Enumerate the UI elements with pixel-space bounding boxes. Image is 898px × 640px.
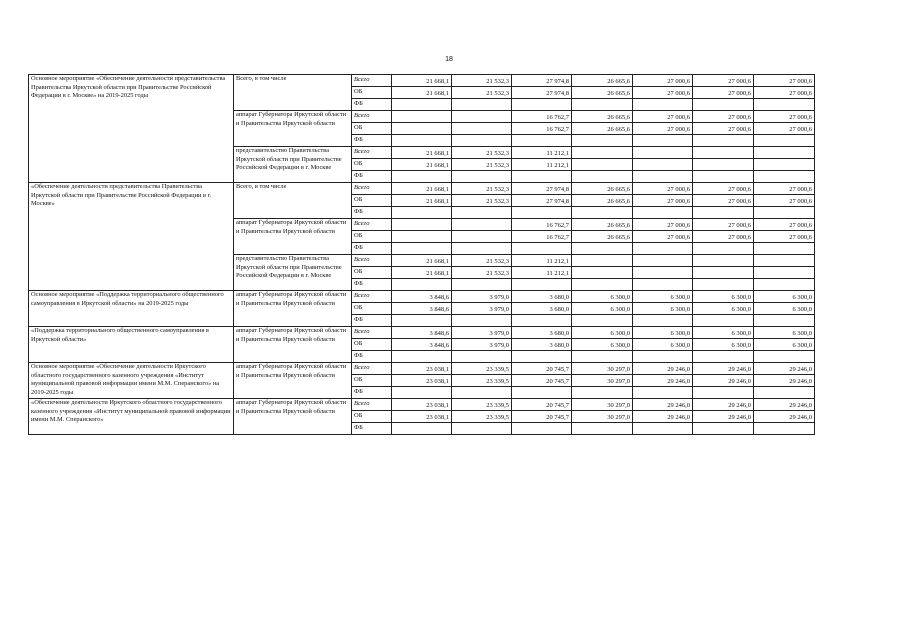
amount-cell <box>754 147 815 159</box>
amount-cell <box>633 135 693 147</box>
amount-cell: 21 668,1 <box>392 87 452 99</box>
amount-cell: 23 038,1 <box>392 375 452 387</box>
amount-cell <box>633 351 693 363</box>
amount-cell: 27 000,6 <box>633 111 693 123</box>
amount-cell: 29 246,0 <box>754 363 815 375</box>
amount-cell <box>512 351 572 363</box>
amount-cell: 6 300,0 <box>572 291 633 303</box>
amount-cell <box>754 315 815 327</box>
funding-source-cell: ОБ <box>352 339 392 351</box>
amount-cell: 3 848,6 <box>392 291 452 303</box>
amount-cell: 3 680,0 <box>512 339 572 351</box>
amount-cell: 6 300,0 <box>693 339 754 351</box>
amount-cell <box>572 243 633 255</box>
amount-cell: 20 745,7 <box>512 399 572 411</box>
measure-cell: «Обеспечение деятельности представительства Правительства Иркутской области при Правительстве Российской Федерации в г. Москве» <box>29 183 234 291</box>
measure-cell: Основное мероприятие «Поддержка территориального общественного самоуправления в Иркутской области» на 2019-2025 годы <box>29 291 234 327</box>
amount-cell: 21 532,3 <box>452 267 512 279</box>
amount-cell <box>572 351 633 363</box>
table-row <box>29 183 815 195</box>
amount-cell <box>572 423 633 435</box>
amount-cell: 3 848,6 <box>392 327 452 339</box>
amount-cell <box>512 99 572 111</box>
budget-table <box>28 74 815 435</box>
amount-cell <box>633 171 693 183</box>
executor-cell: аппарат Губернатора Иркутской области и Правительства Иркутской области <box>234 363 352 399</box>
amount-cell: 27 000,6 <box>754 231 815 243</box>
funding-source-cell: ОБ <box>352 195 392 207</box>
amount-cell <box>452 423 512 435</box>
executor-cell: аппарат Губернатора Иркутской области и Правительства Иркутской области <box>234 327 352 363</box>
amount-cell: 21 532,3 <box>452 195 512 207</box>
amount-cell <box>633 387 693 399</box>
amount-cell: 29 246,0 <box>693 375 754 387</box>
amount-cell: 3 680,0 <box>512 291 572 303</box>
executor-cell: аппарат Губернатора Иркутской области и Правительства Иркутской области <box>234 399 352 435</box>
amount-cell <box>452 123 512 135</box>
amount-cell <box>572 315 633 327</box>
amount-cell <box>572 279 633 291</box>
amount-cell: 26 665,6 <box>572 183 633 195</box>
amount-cell: 6 300,0 <box>633 339 693 351</box>
amount-cell: 23 339,5 <box>452 363 512 375</box>
amount-cell <box>392 231 452 243</box>
table-row <box>29 327 815 339</box>
amount-cell <box>512 243 572 255</box>
amount-cell <box>693 423 754 435</box>
amount-cell: 23 339,5 <box>452 411 512 423</box>
amount-cell <box>693 99 754 111</box>
amount-cell: 27 000,6 <box>754 195 815 207</box>
funding-source-cell: ФБ <box>352 279 392 291</box>
funding-source-cell: Всего <box>352 111 392 123</box>
amount-cell: 27 974,8 <box>512 87 572 99</box>
amount-cell: 29 246,0 <box>633 375 693 387</box>
amount-cell <box>754 243 815 255</box>
amount-cell: 26 665,6 <box>572 111 633 123</box>
amount-cell <box>754 267 815 279</box>
amount-cell <box>693 207 754 219</box>
amount-cell <box>452 351 512 363</box>
amount-cell: 27 000,6 <box>754 183 815 195</box>
amount-cell: 11 212,1 <box>512 159 572 171</box>
amount-cell: 27 000,6 <box>633 195 693 207</box>
amount-cell <box>572 207 633 219</box>
amount-cell <box>633 99 693 111</box>
amount-cell: 29 246,0 <box>633 363 693 375</box>
amount-cell <box>572 267 633 279</box>
funding-source-cell: Всего <box>352 399 392 411</box>
funding-source-cell: ОБ <box>352 267 392 279</box>
amount-cell: 29 246,0 <box>754 375 815 387</box>
amount-cell: 27 000,6 <box>633 231 693 243</box>
measure-cell: «Обеспечение деятельности Иркутского областного государственного казенного учреждения «Институт муниципальной правовой информации имени М.М. Сперанского» <box>29 399 234 435</box>
amount-cell <box>754 255 815 267</box>
amount-cell <box>392 135 452 147</box>
executor-cell: аппарат Губернатора Иркутской области и Правительства Иркутской области <box>234 291 352 327</box>
funding-source-cell: Всего <box>352 255 392 267</box>
funding-source-cell: ФБ <box>352 243 392 255</box>
amount-cell: 29 246,0 <box>693 411 754 423</box>
amount-cell: 20 745,7 <box>512 375 572 387</box>
amount-cell <box>512 171 572 183</box>
amount-cell: 30 297,0 <box>572 375 633 387</box>
amount-cell: 29 246,0 <box>693 399 754 411</box>
amount-cell <box>633 147 693 159</box>
amount-cell: 27 000,6 <box>754 123 815 135</box>
funding-source-cell: ФБ <box>352 387 392 399</box>
amount-cell <box>512 423 572 435</box>
amount-cell: 3 680,0 <box>512 327 572 339</box>
funding-source-cell: ОБ <box>352 375 392 387</box>
amount-cell: 6 300,0 <box>754 303 815 315</box>
amount-cell: 6 300,0 <box>693 291 754 303</box>
amount-cell <box>572 99 633 111</box>
amount-cell: 27 000,6 <box>633 87 693 99</box>
amount-cell: 3 979,0 <box>452 327 512 339</box>
amount-cell <box>572 159 633 171</box>
amount-cell <box>693 159 754 171</box>
amount-cell: 6 300,0 <box>572 303 633 315</box>
amount-cell: 27 974,8 <box>512 75 572 87</box>
amount-cell <box>633 279 693 291</box>
measure-cell: «Поддержка территориального общественного самоуправления в Иркутской области» <box>29 327 234 363</box>
amount-cell: 16 762,7 <box>512 123 572 135</box>
amount-cell <box>452 219 512 231</box>
amount-cell: 29 246,0 <box>754 399 815 411</box>
amount-cell <box>693 135 754 147</box>
funding-source-cell: ФБ <box>352 315 392 327</box>
funding-source-cell: ФБ <box>352 99 392 111</box>
amount-cell: 6 300,0 <box>633 291 693 303</box>
funding-source-cell: ФБ <box>352 351 392 363</box>
funding-source-cell: ФБ <box>352 135 392 147</box>
amount-cell <box>633 267 693 279</box>
executor-cell: Всего, в том числе <box>234 183 352 219</box>
amount-cell <box>392 279 452 291</box>
amount-cell: 3 848,6 <box>392 303 452 315</box>
amount-cell: 21 532,3 <box>452 255 512 267</box>
amount-cell <box>392 423 452 435</box>
amount-cell: 26 665,6 <box>572 219 633 231</box>
amount-cell <box>754 207 815 219</box>
amount-cell <box>392 111 452 123</box>
table-row <box>29 363 815 375</box>
executor-cell: аппарат Губернатора Иркутской области и Правительства Иркутской области <box>234 111 352 147</box>
funding-source-cell: ФБ <box>352 423 392 435</box>
amount-cell: 6 300,0 <box>693 327 754 339</box>
amount-cell: 6 300,0 <box>754 327 815 339</box>
funding-source-cell: ФБ <box>352 171 392 183</box>
amount-cell: 6 300,0 <box>693 303 754 315</box>
amount-cell <box>754 423 815 435</box>
amount-cell: 21 668,1 <box>392 267 452 279</box>
amount-cell <box>693 147 754 159</box>
amount-cell: 11 212,1 <box>512 267 572 279</box>
amount-cell <box>572 255 633 267</box>
amount-cell: 27 000,6 <box>693 195 754 207</box>
amount-cell <box>392 315 452 327</box>
amount-cell <box>452 207 512 219</box>
amount-cell: 29 246,0 <box>633 399 693 411</box>
amount-cell <box>754 135 815 147</box>
amount-cell: 29 246,0 <box>633 411 693 423</box>
amount-cell <box>452 243 512 255</box>
amount-cell <box>512 279 572 291</box>
amount-cell: 11 212,1 <box>512 147 572 159</box>
table-row <box>29 399 815 411</box>
amount-cell: 27 000,6 <box>693 219 754 231</box>
amount-cell: 27 000,6 <box>693 183 754 195</box>
amount-cell: 6 300,0 <box>754 339 815 351</box>
amount-cell <box>392 171 452 183</box>
amount-cell: 21 532,3 <box>452 75 512 87</box>
amount-cell <box>693 315 754 327</box>
amount-cell <box>452 111 512 123</box>
amount-cell <box>633 315 693 327</box>
amount-cell: 21 668,1 <box>392 183 452 195</box>
amount-cell: 29 246,0 <box>754 411 815 423</box>
amount-cell <box>754 351 815 363</box>
amount-cell: 27 000,6 <box>633 183 693 195</box>
amount-cell: 26 665,6 <box>572 195 633 207</box>
amount-cell <box>633 159 693 171</box>
amount-cell: 27 000,6 <box>633 123 693 135</box>
amount-cell: 21 532,3 <box>452 147 512 159</box>
table-row <box>29 75 815 87</box>
funding-source-cell: Всего <box>352 147 392 159</box>
executor-cell: представительство Правительства Иркутской области при Правительстве Российской Федерации в г. Москве <box>234 147 352 183</box>
amount-cell: 6 300,0 <box>572 339 633 351</box>
amount-cell: 21 668,1 <box>392 255 452 267</box>
amount-cell: 27 000,6 <box>693 231 754 243</box>
amount-cell: 30 297,0 <box>572 411 633 423</box>
amount-cell <box>754 279 815 291</box>
amount-cell: 23 038,1 <box>392 411 452 423</box>
amount-cell <box>512 135 572 147</box>
amount-cell <box>572 387 633 399</box>
amount-cell: 29 246,0 <box>693 363 754 375</box>
amount-cell <box>452 135 512 147</box>
amount-cell <box>572 135 633 147</box>
amount-cell: 16 762,7 <box>512 219 572 231</box>
amount-cell <box>633 255 693 267</box>
amount-cell: 27 000,6 <box>754 219 815 231</box>
table-row <box>29 291 815 303</box>
amount-cell: 6 300,0 <box>572 327 633 339</box>
amount-cell: 30 297,0 <box>572 399 633 411</box>
funding-source-cell: ОБ <box>352 303 392 315</box>
amount-cell <box>693 255 754 267</box>
amount-cell <box>452 279 512 291</box>
amount-cell <box>392 99 452 111</box>
amount-cell <box>693 351 754 363</box>
amount-cell: 20 745,7 <box>512 411 572 423</box>
amount-cell: 16 762,7 <box>512 231 572 243</box>
amount-cell: 23 339,5 <box>452 375 512 387</box>
amount-cell: 27 974,8 <box>512 183 572 195</box>
amount-cell: 21 532,3 <box>452 183 512 195</box>
amount-cell: 26 665,6 <box>572 87 633 99</box>
funding-source-cell: ОБ <box>352 231 392 243</box>
amount-cell: 27 000,6 <box>754 87 815 99</box>
funding-source-cell: ОБ <box>352 123 392 135</box>
amount-cell <box>754 99 815 111</box>
amount-cell: 27 000,6 <box>693 75 754 87</box>
amount-cell: 11 212,1 <box>512 255 572 267</box>
amount-cell: 3 979,0 <box>452 303 512 315</box>
amount-cell: 26 665,6 <box>572 75 633 87</box>
amount-cell <box>693 267 754 279</box>
amount-cell: 26 665,6 <box>572 123 633 135</box>
amount-cell: 6 300,0 <box>754 291 815 303</box>
amount-cell: 23 038,1 <box>392 363 452 375</box>
amount-cell <box>754 387 815 399</box>
amount-cell <box>754 171 815 183</box>
amount-cell: 6 300,0 <box>633 327 693 339</box>
amount-cell: 23 038,1 <box>392 399 452 411</box>
funding-source-cell: ФБ <box>352 207 392 219</box>
amount-cell: 3 979,0 <box>452 339 512 351</box>
executor-cell: аппарат Губернатора Иркутской области и Правительства Иркутской области <box>234 219 352 255</box>
amount-cell: 6 300,0 <box>633 303 693 315</box>
amount-cell <box>512 315 572 327</box>
amount-cell <box>572 171 633 183</box>
funding-source-cell: Всего <box>352 183 392 195</box>
funding-source-cell: Всего <box>352 327 392 339</box>
amount-cell: 3 680,0 <box>512 303 572 315</box>
amount-cell: 27 000,6 <box>633 75 693 87</box>
amount-cell <box>512 207 572 219</box>
amount-cell <box>693 171 754 183</box>
amount-cell <box>754 159 815 171</box>
amount-cell: 3 848,6 <box>392 339 452 351</box>
amount-cell: 21 532,3 <box>452 87 512 99</box>
funding-source-cell: Всего <box>352 291 392 303</box>
amount-cell: 21 668,1 <box>392 147 452 159</box>
amount-cell <box>452 315 512 327</box>
measure-cell: Основное мероприятие «Обеспечение деятельности представительства Правительства Иркутской области при Правительстве Российской Федерации в г. Москве» на 2019-2025 годы <box>29 75 234 183</box>
amount-cell: 21 668,1 <box>392 195 452 207</box>
amount-cell <box>633 243 693 255</box>
amount-cell <box>392 219 452 231</box>
amount-cell <box>392 207 452 219</box>
amount-cell: 26 665,6 <box>572 231 633 243</box>
amount-cell <box>452 387 512 399</box>
amount-cell: 27 000,6 <box>693 123 754 135</box>
amount-cell <box>633 423 693 435</box>
measure-cell: Основное мероприятие «Обеспечение деятельности Иркутского областного государственного казенного учреждения «Институт муниципальной правовой информации имени М.М. Сперанского» на 2019-2025 годы <box>29 363 234 399</box>
amount-cell: 16 762,7 <box>512 111 572 123</box>
executor-cell: Всего, в том числе <box>234 75 352 111</box>
amount-cell <box>452 99 512 111</box>
amount-cell: 23 339,5 <box>452 399 512 411</box>
amount-cell: 21 668,1 <box>392 159 452 171</box>
amount-cell: 27 974,8 <box>512 195 572 207</box>
amount-cell <box>392 387 452 399</box>
funding-source-cell: ОБ <box>352 87 392 99</box>
funding-source-cell: Всего <box>352 75 392 87</box>
amount-cell: 27 000,6 <box>754 75 815 87</box>
amount-cell: 27 000,6 <box>693 111 754 123</box>
amount-cell <box>572 147 633 159</box>
amount-cell <box>452 171 512 183</box>
amount-cell: 21 668,1 <box>392 75 452 87</box>
amount-cell <box>633 207 693 219</box>
page-number: 18 <box>445 56 453 63</box>
amount-cell <box>693 279 754 291</box>
amount-cell: 27 000,6 <box>693 87 754 99</box>
funding-source-cell: Всего <box>352 219 392 231</box>
amount-cell: 27 000,6 <box>633 219 693 231</box>
amount-cell <box>693 387 754 399</box>
amount-cell: 27 000,6 <box>754 111 815 123</box>
funding-source-cell: ОБ <box>352 159 392 171</box>
amount-cell: 30 297,0 <box>572 363 633 375</box>
amount-cell <box>512 387 572 399</box>
amount-cell <box>452 231 512 243</box>
amount-cell <box>392 243 452 255</box>
amount-cell <box>392 351 452 363</box>
funding-source-cell: Всего <box>352 363 392 375</box>
amount-cell: 21 532,3 <box>452 159 512 171</box>
amount-cell <box>693 243 754 255</box>
amount-cell: 20 745,7 <box>512 363 572 375</box>
executor-cell: представительство Правительства Иркутской области при Правительстве Российской Федерации в г. Москве <box>234 255 352 291</box>
amount-cell <box>392 123 452 135</box>
amount-cell: 3 979,0 <box>452 291 512 303</box>
funding-source-cell: ОБ <box>352 411 392 423</box>
